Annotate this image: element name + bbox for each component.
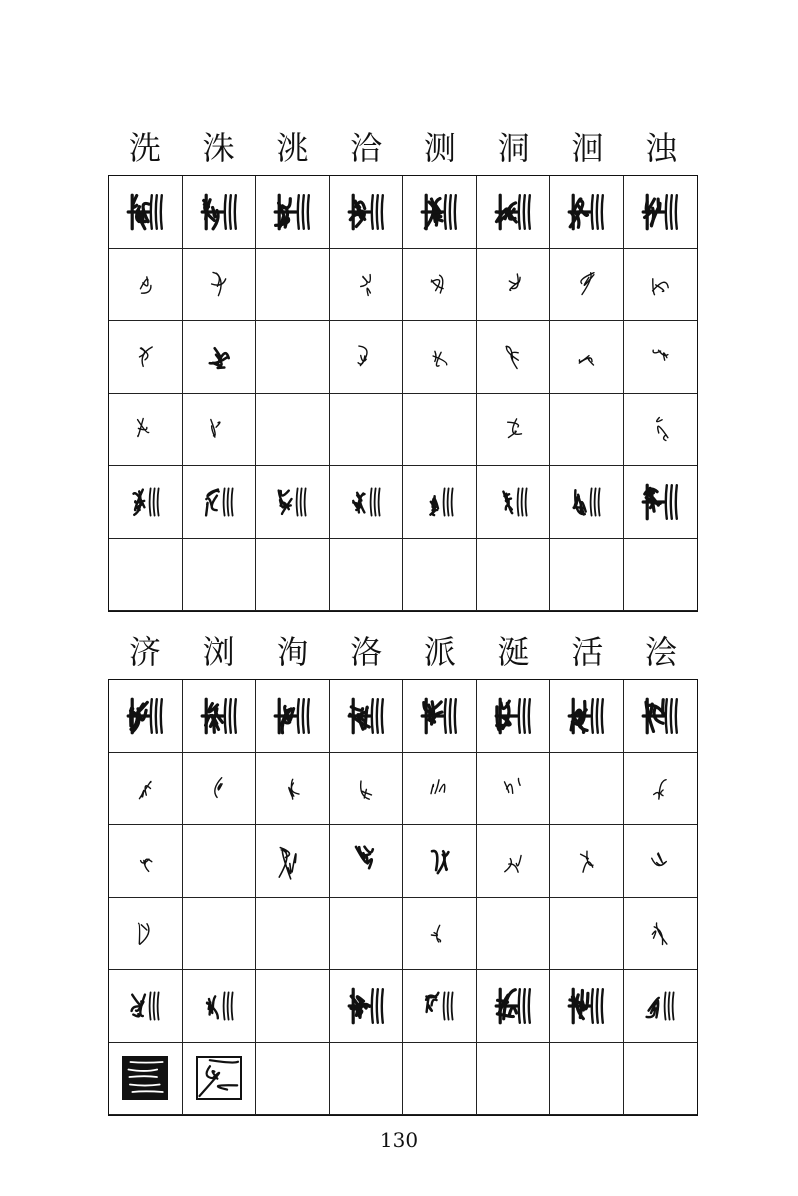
glyph-table-1 [108,175,698,612]
empty-cell [330,898,404,971]
column-header: 涎 [497,633,530,671]
column-header: 测 [423,129,456,167]
ancient-glyph-icon [638,694,682,738]
empty-cell [109,539,183,612]
ancient-glyph-icon [133,414,157,444]
ancient-glyph-icon [648,342,672,372]
glyph-cell [624,680,698,753]
ancient-glyph-icon [564,694,608,738]
glyph-cell [624,321,698,394]
ancient-glyph-icon [421,988,457,1024]
glyph-cell [477,394,551,467]
glyph-cell [256,825,330,898]
glyph-cell [330,970,404,1043]
glyph-cell [624,176,698,249]
glyph-cell [183,176,257,249]
glyph-cell [550,466,624,539]
glyph-cell [109,825,183,898]
glyph-cell [183,1043,257,1116]
ancient-glyph-icon [501,342,525,372]
column-header: 洛 [350,633,383,671]
empty-cell [183,898,257,971]
glyph-cell [183,680,257,753]
ancient-glyph-icon [195,1055,243,1101]
empty-cell [256,539,330,612]
glyph-cell [330,466,404,539]
ancient-glyph-icon [354,342,378,372]
glyph-cell [403,321,477,394]
ancient-glyph-icon [280,773,304,803]
ancient-glyph-icon [491,190,535,234]
glyph-cell [256,176,330,249]
glyph-cell [183,753,257,826]
empty-cell [477,898,551,971]
glyph-cell [403,970,477,1043]
ancient-glyph-icon [495,484,531,520]
column-header: 洄 [571,129,604,167]
glyph-cell [403,898,477,971]
glyph-cell [550,825,624,898]
ancient-glyph-icon [133,846,157,876]
column-header: 洵 [276,633,309,671]
empty-cell [403,394,477,467]
ancient-glyph-icon [204,338,234,376]
ancient-glyph-icon [648,773,672,803]
glyph-cell [624,753,698,826]
glyph-cell [403,753,477,826]
glyph-cell [183,466,257,539]
glyph-cell [183,394,257,467]
empty-cell [330,539,404,612]
ancient-glyph-icon [348,484,384,520]
ancient-glyph-icon [427,269,451,299]
glyph-cell [550,249,624,322]
ancient-glyph-icon [648,414,672,444]
column-header: 派 [423,633,456,671]
glyph-cell [109,898,183,971]
glyph-cell [330,176,404,249]
column-header: 洙 [202,129,235,167]
ancient-glyph-icon [344,694,388,738]
ancient-glyph-icon [574,269,598,299]
ancient-glyph-icon [133,342,157,372]
glyph-cell [109,176,183,249]
header-row-2 [108,632,698,672]
empty-cell [330,394,404,467]
glyph-cell [256,466,330,539]
empty-cell [256,321,330,394]
ancient-glyph-icon [133,918,157,948]
ancient-glyph-icon [207,414,231,444]
column-header: 浊 [645,129,678,167]
column-header: 洗 [128,129,161,167]
ancient-glyph-icon [344,984,388,1028]
ancient-glyph-icon [270,834,314,888]
ancient-glyph-icon [427,918,451,948]
column-header: 浏 [202,633,235,671]
ancient-glyph-icon [501,846,525,876]
glyph-cell [477,466,551,539]
ancient-glyph-icon [351,842,381,880]
empty-cell [403,1043,477,1116]
glyph-cell [183,321,257,394]
ancient-glyph-icon [207,773,231,803]
glyph-cell [109,970,183,1043]
glyph-cell [624,249,698,322]
glyph-cell [183,970,257,1043]
column-header: 洽 [350,129,383,167]
column-header: 浍 [645,633,678,671]
ancient-glyph-icon [201,484,237,520]
column-header: 济 [128,633,161,671]
glyph-cell [477,321,551,394]
glyph-cell [550,321,624,394]
empty-cell [256,394,330,467]
empty-cell [624,1043,698,1116]
glyph-cell [403,176,477,249]
glyph-cell [403,249,477,322]
ancient-glyph-icon [270,694,314,738]
ancient-glyph-icon [638,480,682,524]
ancient-glyph-icon [270,190,314,234]
empty-cell [183,539,257,612]
glyph-cell [330,249,404,322]
empty-cell [403,539,477,612]
glyph-cell [330,321,404,394]
ancient-glyph-icon [491,984,535,1028]
ancient-glyph-icon [417,190,461,234]
glyph-cell [183,249,257,322]
glyph-cell [477,680,551,753]
ancient-glyph-icon [127,988,163,1024]
ancient-glyph-icon [638,190,682,234]
glyph-cell [109,249,183,322]
glyph-cell [550,970,624,1043]
glyph-cell [477,970,551,1043]
ancient-glyph-icon [133,269,157,299]
glyph-cell [550,176,624,249]
empty-cell [477,539,551,612]
glyph-cell [624,394,698,467]
ancient-glyph-icon [197,694,241,738]
ancient-glyph-icon [564,984,608,1028]
empty-cell [477,1043,551,1116]
ancient-glyph-icon [568,484,604,520]
ancient-glyph-icon [648,846,672,876]
column-header: 洮 [276,129,309,167]
glyph-cell [109,394,183,467]
ancient-glyph-icon [427,773,451,803]
header-row-1 [108,128,698,168]
glyph-cell [624,970,698,1043]
empty-cell [256,1043,330,1116]
empty-cell [550,539,624,612]
ancient-glyph-icon [127,484,163,520]
ancient-glyph-icon [354,773,378,803]
glyph-cell [403,680,477,753]
ancient-glyph-icon [344,190,388,234]
ancient-glyph-icon [424,842,454,880]
glyph-cell [624,825,698,898]
empty-cell [550,394,624,467]
glyph-cell [550,680,624,753]
glyph-cell [624,466,698,539]
ancient-glyph-icon [421,484,457,520]
ancient-glyph-icon [201,988,237,1024]
ancient-glyph-icon [207,269,231,299]
glyph-cell [109,753,183,826]
glyph-cell [330,825,404,898]
empty-cell [256,970,330,1043]
ancient-glyph-icon [648,918,672,948]
ancient-glyph-icon [417,694,461,738]
ancient-glyph-icon [501,773,525,803]
ancient-glyph-icon [574,846,598,876]
page-number: 130 [379,1128,419,1152]
glyph-cell [477,825,551,898]
empty-cell [550,753,624,826]
ancient-glyph-icon [648,269,672,299]
glyph-cell [477,753,551,826]
glyph-cell [109,1043,183,1116]
ancient-glyph-icon [501,414,525,444]
empty-cell [256,898,330,971]
glyph-cell [330,680,404,753]
glyph-cell [477,176,551,249]
empty-cell [330,1043,404,1116]
glyph-cell [109,321,183,394]
empty-cell [550,898,624,971]
ancient-glyph-icon [354,269,378,299]
glyph-cell [330,753,404,826]
ancient-glyph-icon [121,1055,169,1101]
glyph-cell [403,466,477,539]
glyph-cell [256,680,330,753]
ancient-glyph-icon [574,342,598,372]
ancient-glyph-icon [427,342,451,372]
ancient-glyph-icon [491,694,535,738]
glyph-cell [477,249,551,322]
ancient-glyph-icon [564,190,608,234]
ancient-glyph-icon [197,190,241,234]
glyph-cell [403,825,477,898]
empty-cell [624,539,698,612]
glyph-cell [624,898,698,971]
empty-cell [550,1043,624,1116]
empty-cell [183,825,257,898]
glyph-cell [256,753,330,826]
ancient-glyph-icon [274,484,310,520]
glyph-cell [109,466,183,539]
ancient-glyph-icon [123,190,167,234]
ancient-glyph-icon [642,988,678,1024]
column-header: 活 [571,633,604,671]
ancient-glyph-icon [501,269,525,299]
ancient-glyph-icon [123,694,167,738]
glyph-table-2 [108,679,698,1116]
column-header: 洞 [497,129,530,167]
ancient-glyph-icon [133,773,157,803]
glyph-cell [109,680,183,753]
empty-cell [256,249,330,322]
